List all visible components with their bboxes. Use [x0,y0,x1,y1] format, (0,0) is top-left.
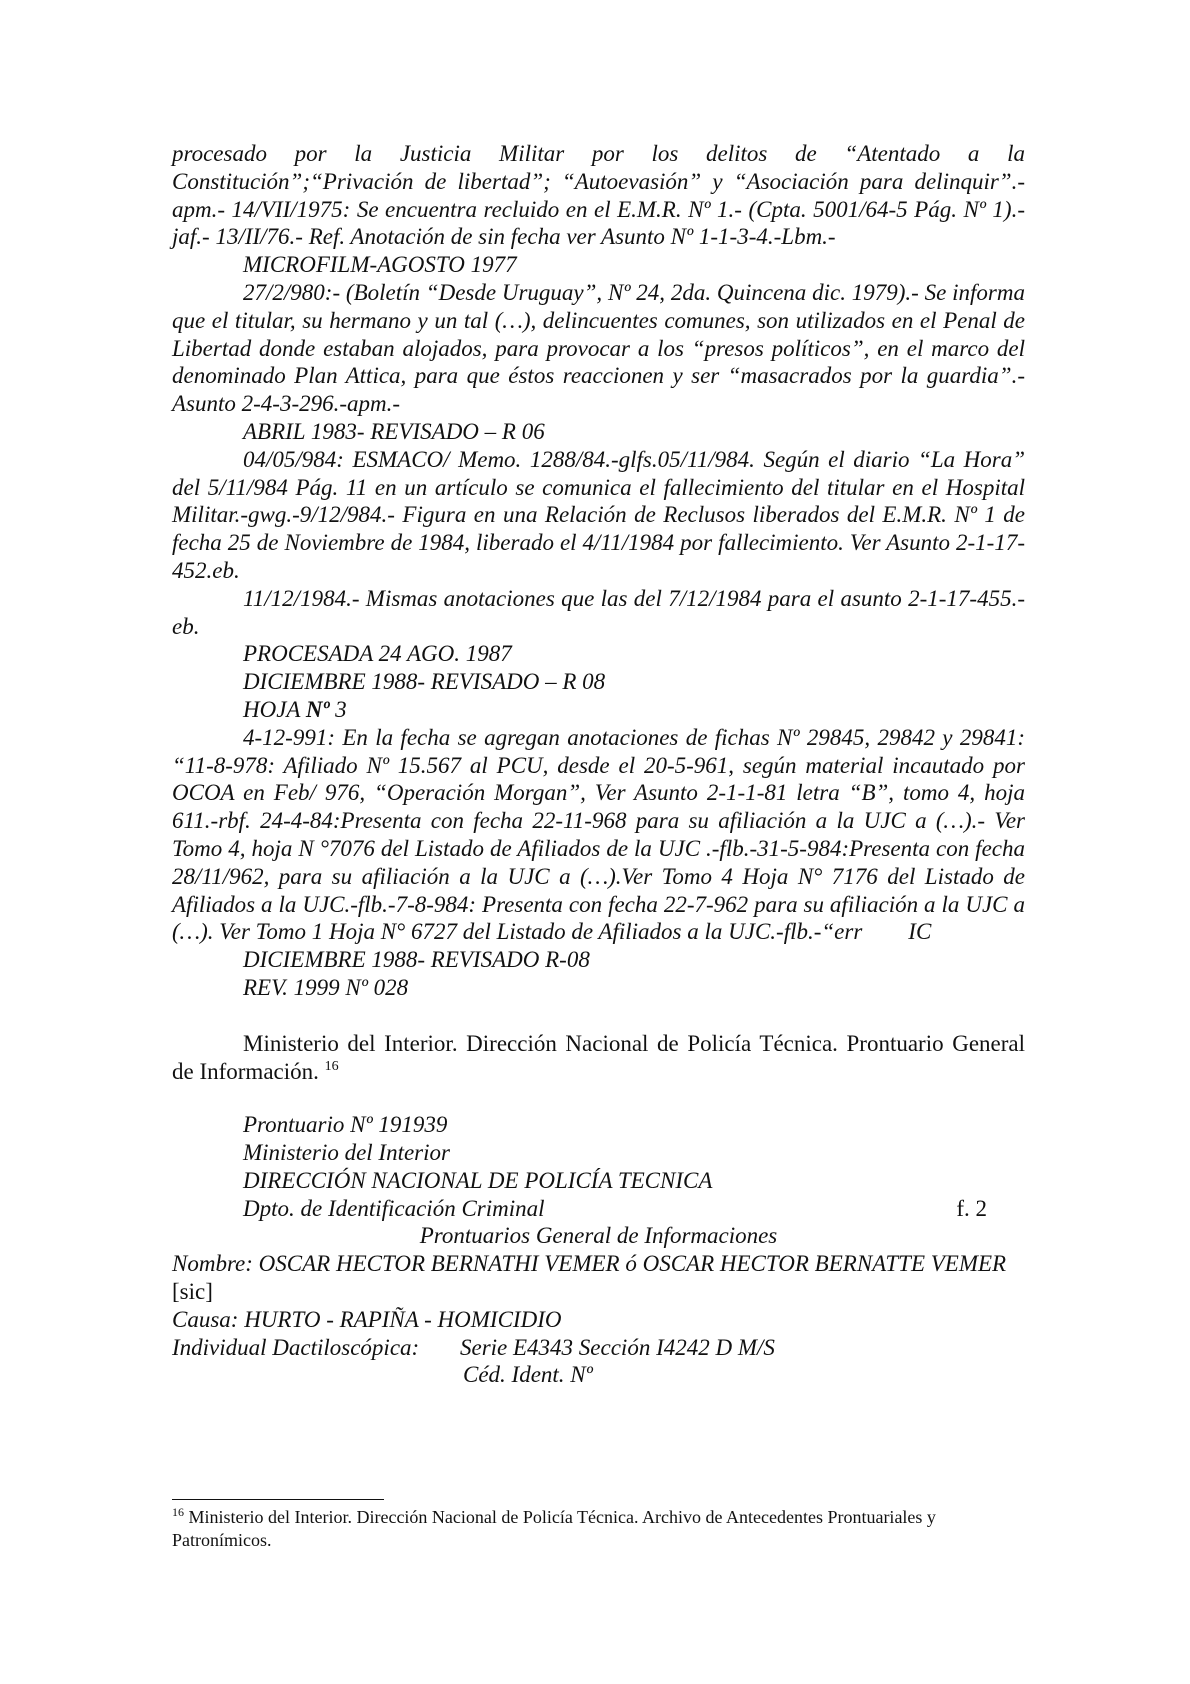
id-card-line: Céd. Ident. Nº [463,1362,593,1388]
footnote-number: 16 [172,1505,184,1519]
sheet-label: HOJA [243,696,306,722]
fingerprint-value: Serie E4343 Sección I4242 D M/S [460,1334,775,1360]
name-line [172,1250,1025,1306]
department-name: Dpto. de Identificación Criminal [243,1195,545,1221]
microfilm-note: MICROFILM-AGOSTO 1977 [243,252,517,278]
prontuario-number: Prontuario Nº 191939 [243,1112,448,1138]
fingerprint-line [172,1334,1025,1362]
revision-note-1988: DICIEMBRE 1988- REVISADO – R 08 [243,669,606,695]
directorate-name: DIRECCIÓN NACIONAL DE POLICÍA TECNICA [243,1167,713,1193]
revision-note-1999: REV. 1999 Nº 028 [243,974,409,1000]
cause-line: Causa: HURTO - RAPIÑA - HOMICIDIO [172,1306,562,1332]
footnote-separator [172,1499,384,1500]
document-page [172,140,1031,1389]
record-paragraph-5: 4-12-991: En la fecha se agregan anotaciones de fichas Nº 29845, 29842 y 29841: “11-8-978: Afiliado Nº 15.567 al PCU, desde el 20-5-961, según material incautado por OCOA en Feb/ 976, “Operación Morgan”, Ver Asunto 2-1-1-81 letra “B”, tomo 4, hoja 611.-rbf. 24-4-84:Presenta con fecha 22-11-968 para su afiliación a la UJC a (…).- Ver Tomo 4, hoja N °7076 del Listado de Afiliados de la UJC .-flb.-31-5-984:Presenta con fecha 28/11/962, para su afiliación a la UJC a (…).Ver Tomo 4 Hoja N° 7176 del Listado de Afiliados a la UJC.-flb.-7-8-984: Presenta con fecha 22-7-962 para su afiliación a la UJC a (…). Ver Tomo 1 Hoja N° 6727 del Listado de Afiliados a la UJC.-flb.-“err IC [172,724,1031,945]
footnote-reference: 16 [324,1058,339,1074]
processed-note: PROCESADA 24 AGO. 1987 [243,641,512,667]
revision-note-1983: ABRIL 1983- REVISADO – R 06 [243,418,545,444]
name-value: Nombre: OSCAR HECTOR BERNATHI VEMER ó OSCAR HECTOR BERNATTE VEMER [172,1251,1007,1277]
footnote [172,1506,1025,1552]
record-paragraph-2: 27/2/980:- (Boletín “Desde Uruguay”, Nº 24, 2da. Quincena dic. 1979).- Se informa que el titular, su hermano y un tal (…), delincuentes comunes, son utilizados en el Penal de Libertad donde estaban alojados, para provocar a los “presos políticos”, en el marco del denominado Plan Attica, para que éstos reaccionen y ser “masacrados por la guardia”.- Asunto 2-4-3-296.-apm.- [172,279,1025,417]
sheet-number-symbol: Nº [305,696,330,722]
footnote-text: Ministerio del Interior. Dirección Nacional de Policía Técnica. Archivo de Antecedentes Prontuariales y Patronímicos. [172,1507,936,1550]
ministry-paragraph-text: Ministerio del Interior. Dirección Nacional de Policía Técnica. Prontuario General de Información. [172,1030,1025,1084]
sheet-number [172,696,1025,724]
ministry-name: Ministerio del Interior [243,1140,450,1166]
record-paragraph-1: procesado por la Justicia Militar por los delitos de “Atentado a la Constitución”;“Privación de libertad”; “Autoevasión” y “Asociación para delinquir”.-apm.- 14/VII/1975: Se encuentra recluido en el E.M.R. Nº 1.- (Cpta. 5001/64-5 Pág. Nº 1).- jaf.- 13/II/76.- Ref. Anotación de sin fecha ver Asunto Nº 1-1-3-4.-Lbm.- [172,141,1025,250]
sic-note: [sic] [172,1279,213,1305]
record-paragraph-4: 11/12/1984.- Mismas anotaciones que las del 7/12/1984 para el asunto 2-1-17-455.-eb. [172,585,1025,639]
revision-note-r08: DICIEMBRE 1988- REVISADO R-08 [243,947,590,973]
sheet-value: 3 [329,696,347,722]
ministry-paragraph [172,1030,1025,1086]
department-row [172,1195,1025,1223]
fingerprint-label: Individual Dactiloscópica: [172,1334,420,1360]
folio-number: f. 2 [956,1195,987,1221]
record-paragraph-3: 04/05/984: ESMACO/ Memo. 1288/84.-glfs.05/11/984. Según el diario “La Hora” del 5/11/984 Pág. 11 en un artículo se comunica el fallecimiento del titular en el Hospital Militar.-gwg.-9/12/984.- Figura en una Relación de Reclusos liberados del E.M.R. Nº 1 de fecha 25 de Noviembre de 1984, liberado el 4/11/1984 por fallecimiento. Ver Asunto 2-1-17-452.eb. [172,446,1025,583]
record-heading: Prontuarios General de Informaciones [419,1223,778,1249]
